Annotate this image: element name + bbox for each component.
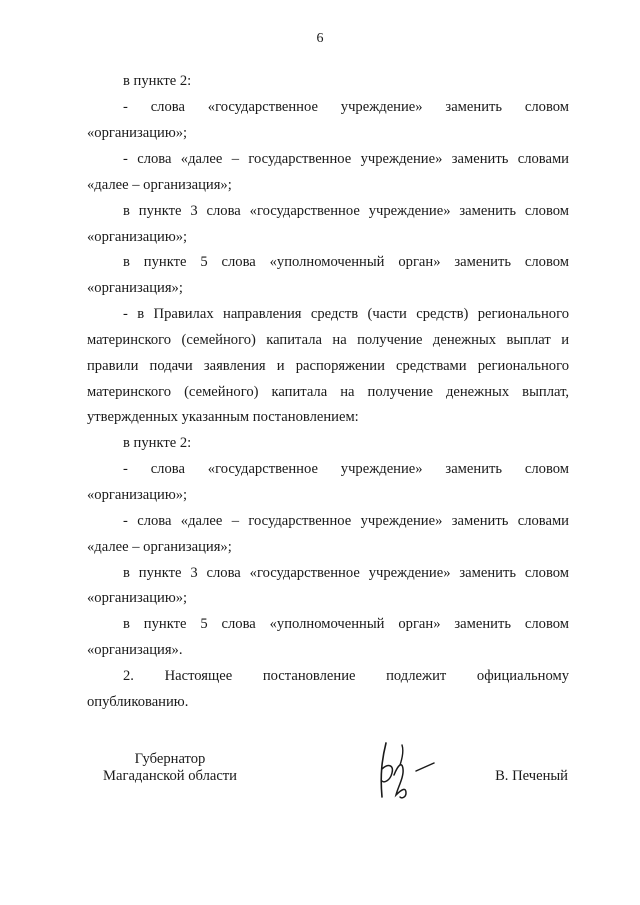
paragraph-line: «организация»; [87,280,183,296]
paragraph-line: - слова «государственное учреждение» заменить словом [123,99,569,115]
paragraph-line: «организацию»; [87,125,188,141]
paragraph-line: в пункте 3 слова «государственное учреждение» заменить словом [123,203,569,219]
paragraph-line: материнского (семейного) капитала на получение денежных выплат, [87,384,569,400]
paragraph-line: опубликованию. [87,694,189,710]
paragraph-line: «организацию»; [87,590,188,606]
paragraph-line: - в Правилах направления средств (части средств) регионального [123,306,569,322]
paragraph-line: «организацию»; [87,487,188,503]
handwritten-signature [372,735,442,803]
paragraph-line: 2. Настоящее постановление подлежит официальному [123,668,569,684]
paragraph-line: в пункте 5 слова «уполномоченный орган» заменить словом [123,616,569,632]
paragraph-line: - слова «государственное учреждение» заменить словом [123,461,569,477]
paragraph-line: «организация». [87,642,183,658]
paragraph-line: «организацию»; [87,229,188,245]
paragraph-line: в пункте 5 слова «уполномоченный орган» заменить словом [123,254,569,270]
paragraph-line: «далее – организация»; [87,539,232,555]
paragraph-line: в пункте 3 слова «государственное учреждение» заменить словом [123,565,569,581]
paragraph-line: в пункте 2: [123,435,192,451]
signatory-position-line1: Губернатор [134,751,206,767]
signatory-position-line2: Магаданской области [103,768,237,784]
paragraph-line: - слова «далее – государственное учреждение» заменить словами [123,151,569,167]
paragraph-line: «далее – организация»; [87,177,232,193]
paragraph-line: материнского (семейного) капитала на получение денежных выплат и [87,332,569,348]
page-number: 6 [316,31,324,46]
paragraph-line: - слова «далее – государственное учреждение» заменить словами [123,513,569,529]
paragraph-line: утвержденных указанным постановлением: [87,409,359,425]
paragraph-line: правили подачи заявления и распоряжении средствами регионального [87,358,569,374]
paragraph-line: в пункте 2: [123,73,192,89]
signatory-name: В. Печеный [495,768,568,784]
